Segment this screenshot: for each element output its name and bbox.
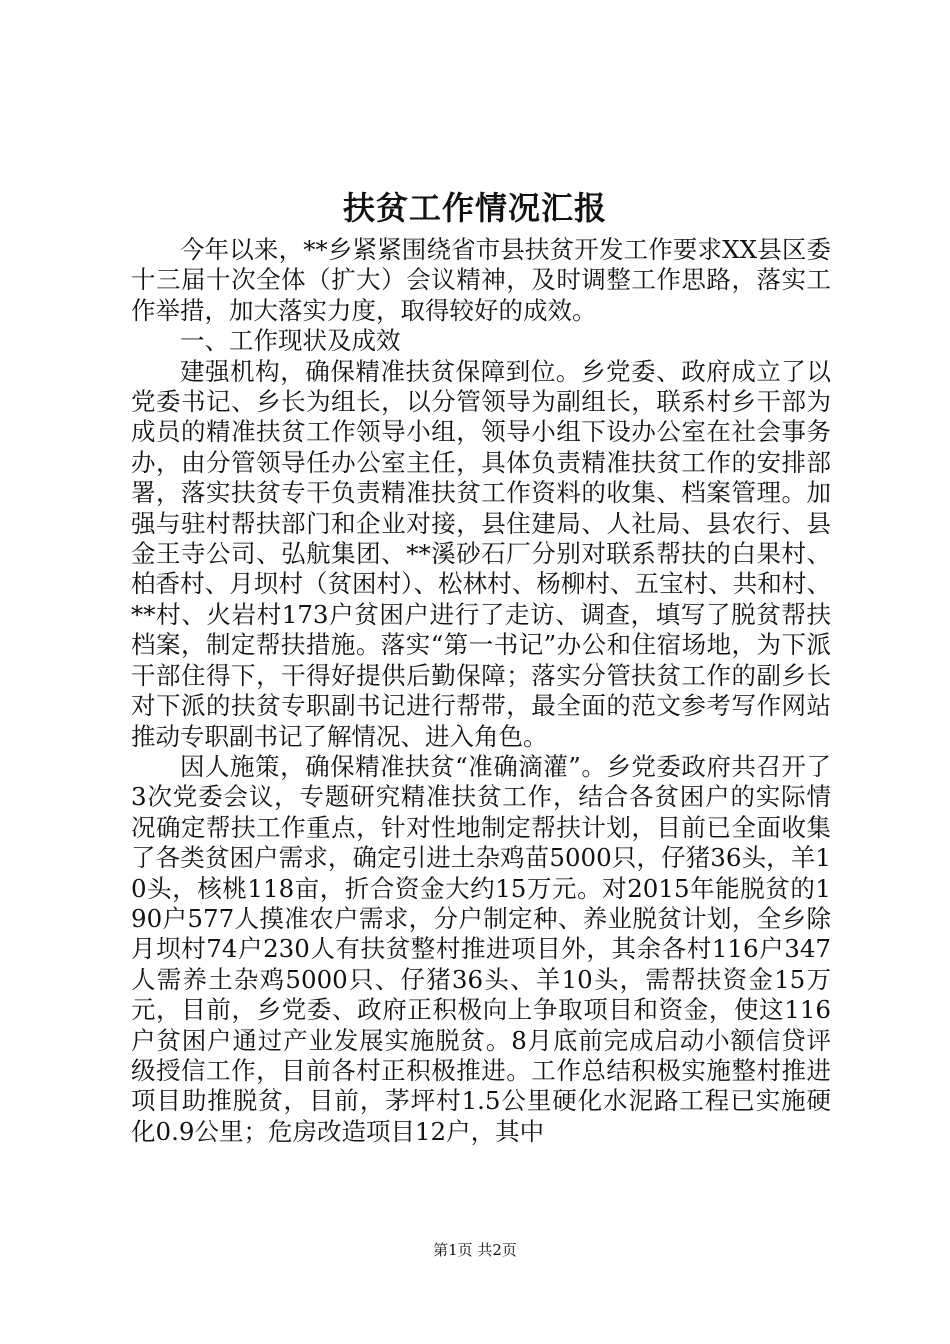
document-body [131, 235, 831, 1147]
document-title: 扶贫工作情况汇报 [342, 189, 607, 227]
section-heading: 一、工作现状及成效 [180, 326, 401, 356]
paragraph-organization: 建强机构，确保精准扶贫保障到位。乡党委、政府成立了以党委书记、乡长为组长，以分管领导为副组长，联系村乡干部为成员的精准扶贫工作领导小组，领导小组下设办公室在社会事务办，由分管领导任办公室主任，具体负责精准扶贫工作的安排部署，落实扶贫专干负责精准扶贫工作资料的收集、档案管理。加强与驻村帮扶部门和企业对接，县住建局、人社局、县农行、县金王寺公司、弘航集团、**溪砂石厂分别对联系帮扶的白果村、柏香村、月坝村（贫困村）、松林村、杨柳村、五宝村、共和村、**村、火岩村173户贫困户进行了走访、调查，填写了脱贫帮扶档案，制定帮扶措施。落实“第一书记”办公和住宿场地，为下派干部住得下，干得好提供后勤保障；落实分管扶贫工作的副乡长对下派的扶贫专职副书记进行帮带，最全面的范文参考写作网站推动专职副书记了解情况、进入角色。 [131, 356, 831, 751]
paragraph-intro: 今年以来，**乡紧紧围绕省市县扶贫开发工作要求XX县区委十三届十次全体（扩大）会议精神，及时调整工作思路，落实工作举措，加大落实力度，取得较好的成效。 [131, 235, 831, 325]
page-number-footer: 第1页 共2页 [433, 1241, 517, 1259]
paragraph-targeted-measures: 因人施策，确保精准扶贫“准确滴灌”。乡党委政府共召开了3次党委会议，专题研究精准扶贫工作，结合各贫困户的实际情况确定帮扶工作重点，针对性地制定帮扶计划，目前已全面收集了各类贫困户需求，确定引进土杂鸡苗5000只，仔猪36头，羊10头，核桃118亩，折合资金大约15万元。对2015年能脱贫的190户577人摸准农户需求，分户制定种、养业脱贫计划，全乡除月坝村74户230人有扶贫整村推进项目外，其余各村116户347人需养土杂鸡5000只、仔猪36头、羊10头，需帮扶资金15万元，目前，乡党委、政府正积极向上争取项目和资金，使这116户贫困户通过产业发展实施脱贫。8月底前完成启动小额信贷评级授信工作，目前各村正积极推进。工作总结积极实施整村推进项目助推脱贫，目前，茅坪村1.5公里硬化水泥路工程已实施硬化0.9公里；危房改造项目12户，其中 [131, 751, 831, 1146]
